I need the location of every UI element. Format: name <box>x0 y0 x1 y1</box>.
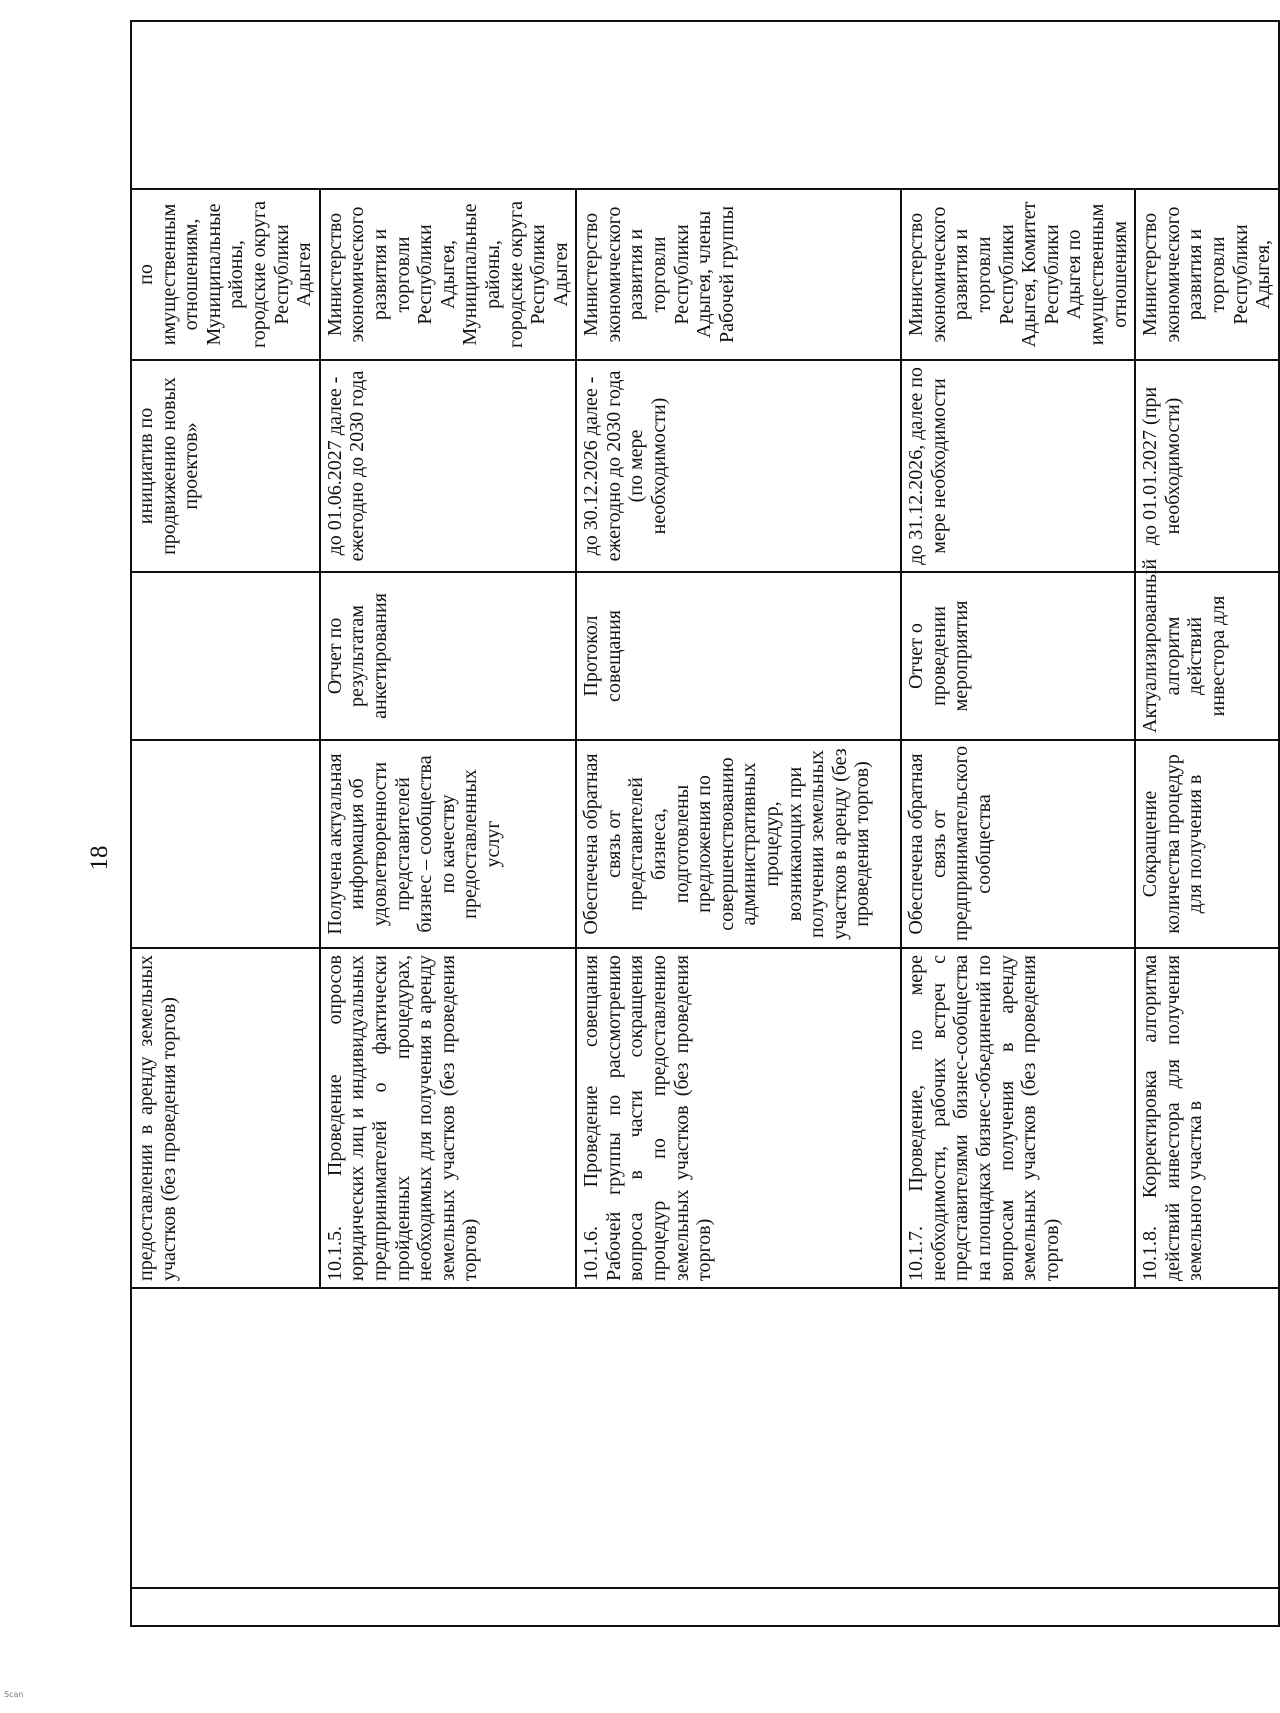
responsible-cell: Министерство экономического развития и торговли Республики Адыгея, члены Рабочей группы <box>576 189 901 360</box>
extra-cell <box>131 21 1279 189</box>
measure-cell: 10.1.5. Проведение опросов юридических лиц и индивидуальных предпринимателей о фактически пройденных процедурах, необходимых для получения в аренду земельных участков (без проведения торгов) <box>320 948 577 1288</box>
result-cell: Обеспечена обратная связь от предпринимательского сообщества <box>901 740 1135 948</box>
deadline-cell: инициатив по продвижению новых проектов» <box>131 360 320 572</box>
deadline-cell: до 31.12.2026, далее по мере необходимости <box>901 360 1135 572</box>
document-cell: Отчет о проведении мероприятия <box>901 572 1135 740</box>
measures-table <box>130 20 1280 1627</box>
page-number: 18 <box>86 845 113 871</box>
responsible-cell: Министерство экономического развития и торговли Республики Адыгея, <box>1135 189 1279 360</box>
document-cell: Актуализированный алгоритм действий инвестора для <box>1135 572 1279 740</box>
task-cell <box>131 1288 1279 1588</box>
scan-edge-mark: Scan <box>4 1690 24 1699</box>
table-row <box>131 21 320 1626</box>
responsible-cell: Министерство экономического развития и торговли Республики Адыгея, Комитет Республики Адыгея по имущественным отношениям <box>901 189 1135 360</box>
document-table-area <box>130 22 1275 1627</box>
result-cell: Получена актуальная информация об удовлетворенности представителей бизнес – сообщества по качеству предоставленных услуг <box>320 740 577 948</box>
measure-cell: 10.1.8. Корректировка алгоритма действий инвестора для получения земельного участка в <box>1135 948 1279 1288</box>
result-cell: Сокращение количества процедур для получения в <box>1135 740 1279 948</box>
measure-cell: 10.1.6. Проведение совещания Рабочей группы по рассмотрению вопроса в части сокращения процедур по предоставлению земельных участков (без проведения торгов) <box>576 948 901 1288</box>
result-cell: Обеспечена обратная связь от представителей бизнеса, подготовлены предложения по совершенствованию административных процедур, возникающих при получении земельных участков в аренду (без проведения торгов) <box>576 740 901 948</box>
responsible-cell: по имущественным отношениям, Муниципальные районы, городские округа Республики Адыгея <box>131 189 320 360</box>
measure-cell: 10.1.7. Проведение, по мере необходимости, рабочих встреч с представителями бизнес-сообщества на площадках бизнес-объединений по вопросам получения в аренду земельных участков (без проведения торгов) <box>901 948 1135 1288</box>
document-cell <box>131 572 320 740</box>
measure-cell: предоставлении в аренду земельных участков (без проведения торгов) <box>131 948 320 1288</box>
document-cell: Отчет по результатам анкетирования <box>320 572 577 740</box>
rotated-table-container <box>130 22 1275 1627</box>
deadline-cell: до 01.01.2027 (при необходимости) <box>1135 360 1279 572</box>
document-cell: Протокол совещания <box>576 572 901 740</box>
row-number-cell <box>131 1588 1279 1626</box>
responsible-cell: Министерство экономического развития и торговли Республики Адыгея, Муниципальные районы, городские округа Республики Адыгея <box>320 189 577 360</box>
deadline-cell: до 30.12.2026 далее - ежегодно до 2030 года (по мере необходимости) <box>576 360 901 572</box>
result-cell <box>131 740 320 948</box>
deadline-cell: до 01.06.2027 далее - ежегодно до 2030 года <box>320 360 577 572</box>
